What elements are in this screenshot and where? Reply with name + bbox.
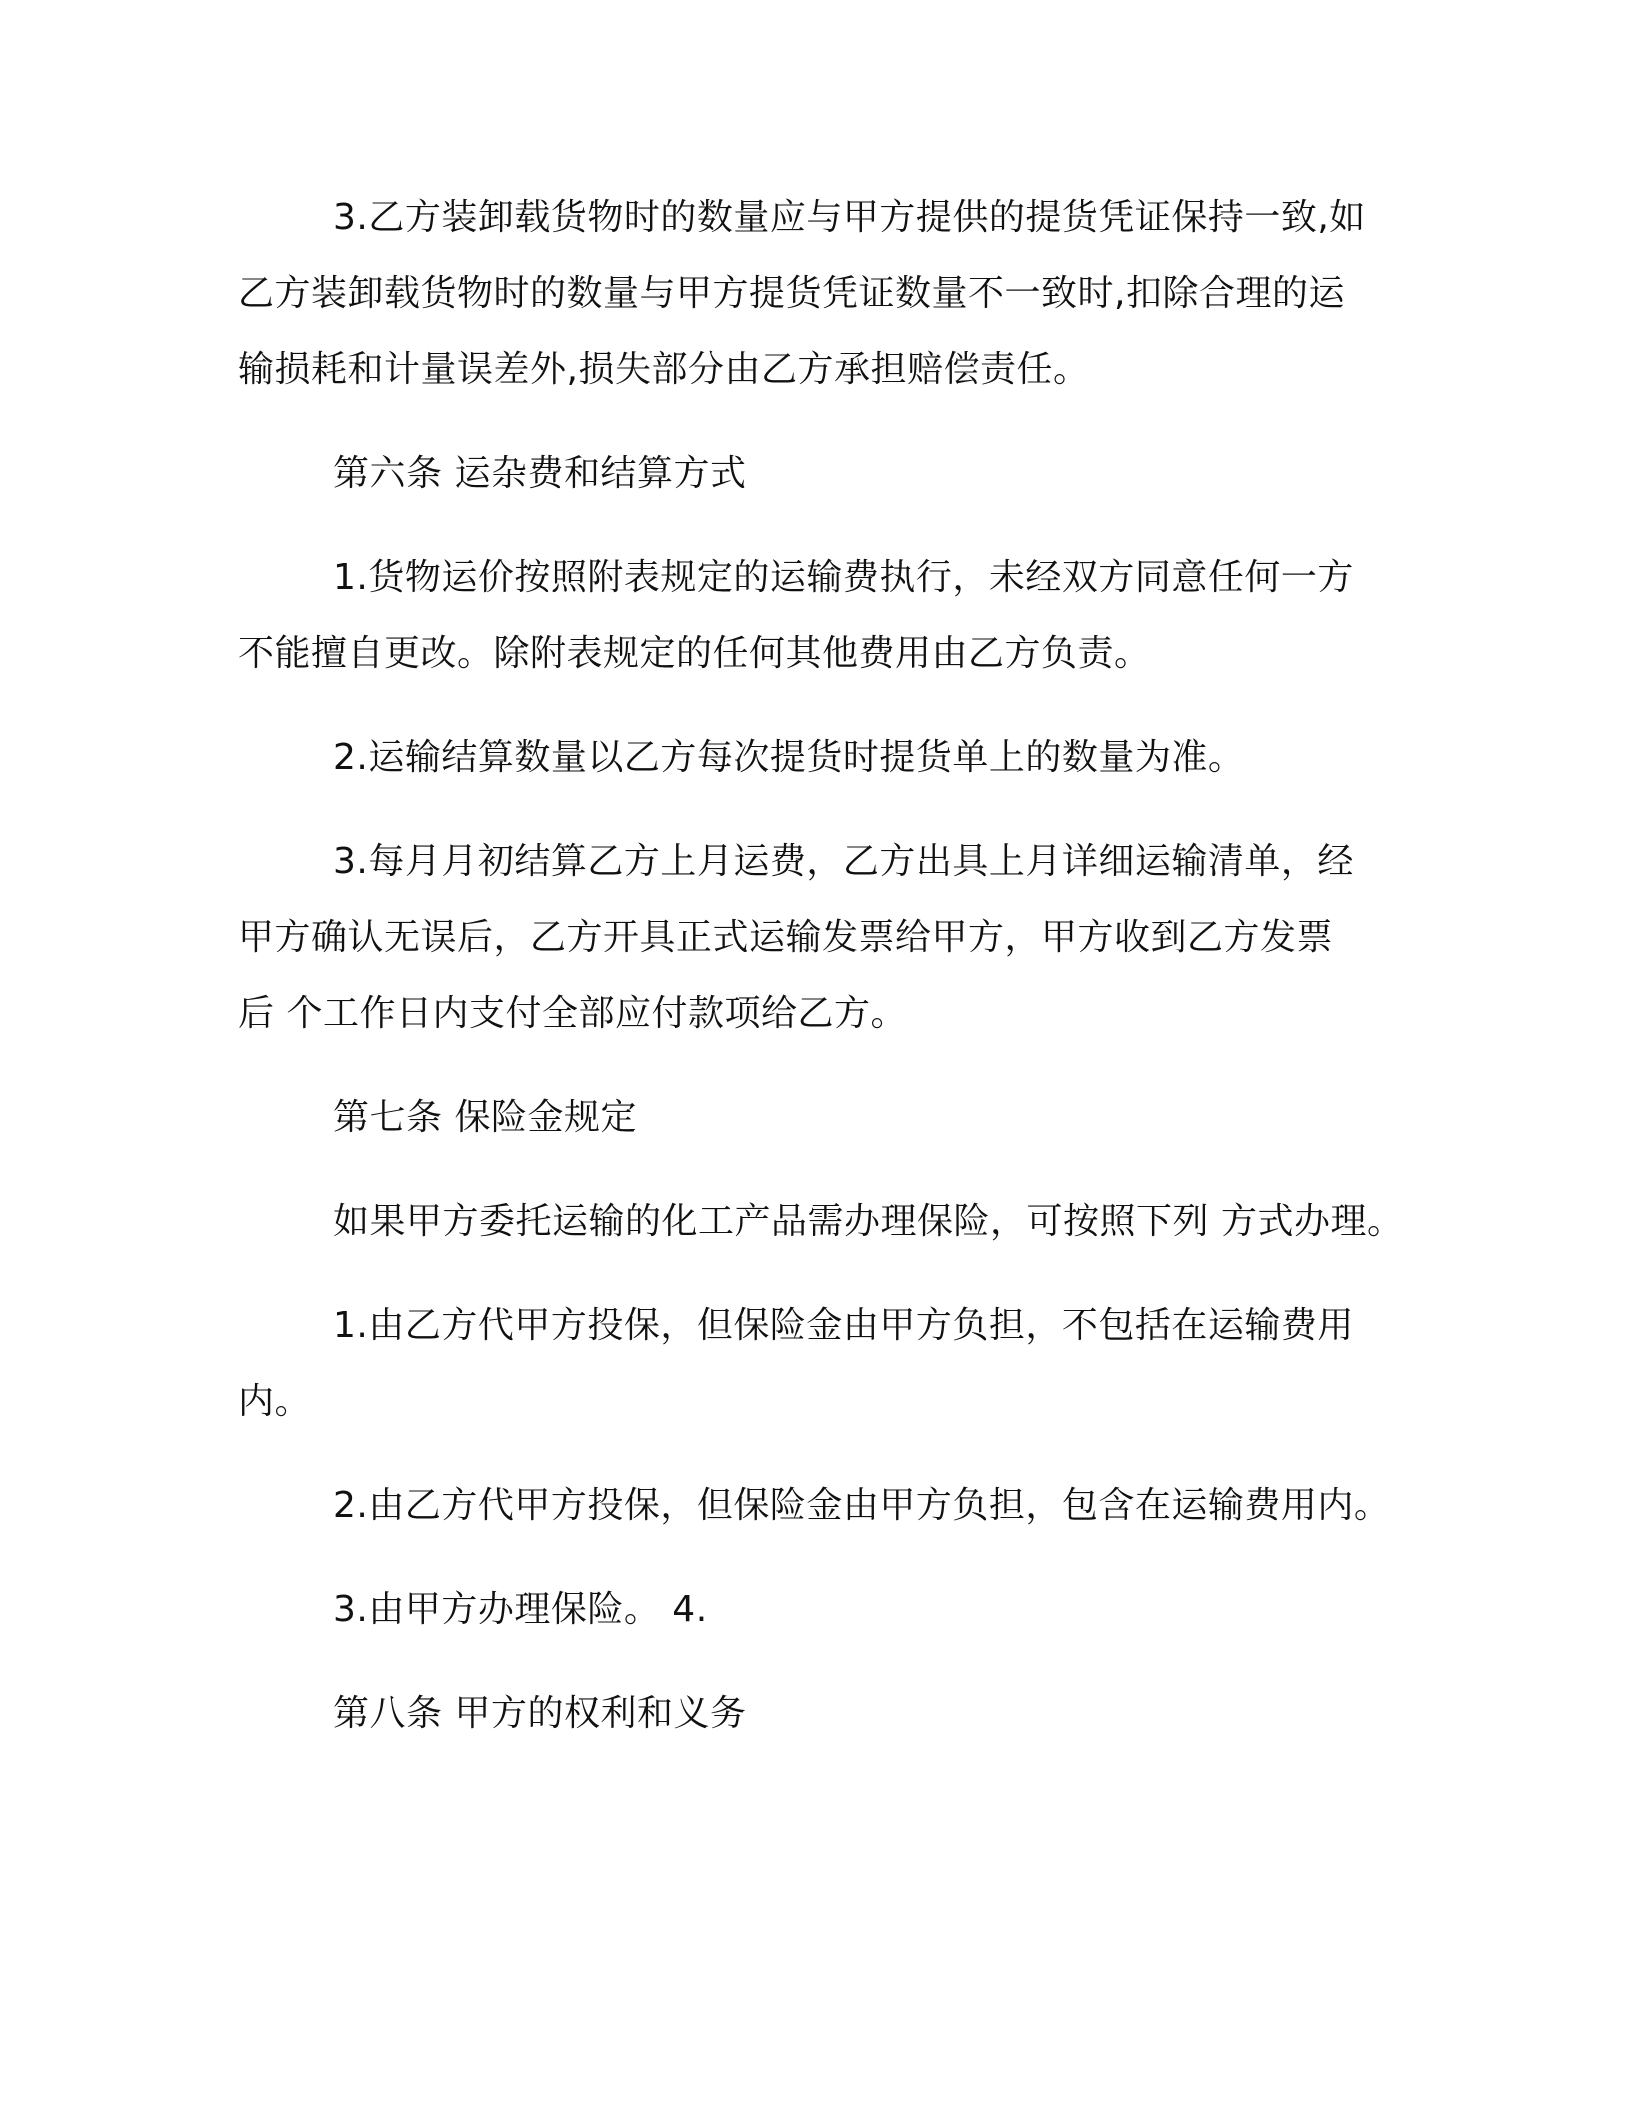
clause-6-item-1-line-2: 不能擅自更改。除附表规定的任何其他费用由乙方负责。	[238, 633, 1151, 674]
clause-7-item-1-line-2: 内。	[238, 1381, 312, 1422]
clause-7-item-3: 3.由甲方办理保险。 4.	[333, 1589, 708, 1630]
clause-6-item-3-line-3: 后 个工作日内支付全部应付款项给乙方。	[238, 993, 907, 1034]
clause-6-item-3-line-1: 3.每月月初结算乙方上月运费，乙方出具上月详细运输清单，经	[333, 841, 1354, 882]
clause-5-item-3-line-3: 输损耗和计量误差外,损失部分由乙方承担赔偿责任。	[238, 349, 1090, 390]
clause-6-heading: 第六条 运杂费和结算方式	[333, 453, 747, 494]
clause-5-item-3-line-2: 乙方装卸载货物时的数量与甲方提货凭证数量不一致时,扣除合理的运	[238, 273, 1345, 314]
clause-6-item-2: 2.运输结算数量以乙方每次提货时提货单上的数量为准。	[333, 737, 1245, 778]
clause-7-heading: 第七条 保险金规定	[333, 1097, 637, 1138]
clause-7-item-1-line-1: 1.由乙方代甲方投保，但保险金由甲方负担，不包括在运输费用	[333, 1305, 1354, 1346]
clause-6-item-1-line-1: 1.货物运价按照附表规定的运输费执行，未经双方同意任何一方	[333, 557, 1354, 598]
clause-7-item-2: 2.由乙方代甲方投保，但保险金由甲方负担，包含在运输费用内。	[333, 1485, 1391, 1526]
clause-6-item-3-line-2: 甲方确认无误后，乙方开具正式运输发票给甲方，甲方收到乙方发票	[238, 917, 1334, 958]
clause-8-heading: 第八条 甲方的权利和义务	[333, 1693, 747, 1734]
clause-7-intro: 如果甲方委托运输的化工产品需办理保险，可按照下列 方式办理。	[333, 1201, 1404, 1242]
clause-5-item-3-line-1: 3.乙方装卸载货物时的数量应与甲方提供的提货凭证保持一致,如	[333, 197, 1366, 238]
